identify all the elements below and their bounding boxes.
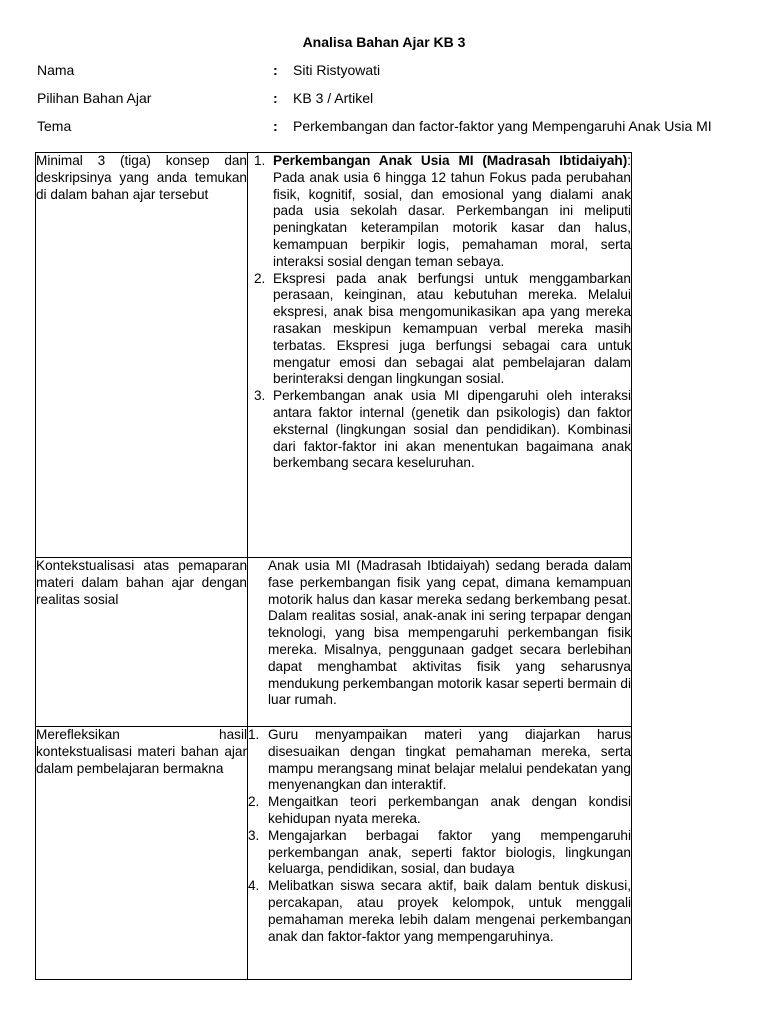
concept-list <box>248 153 631 472</box>
analysis-table <box>35 152 632 980</box>
meta-label: Pilihan Bahan Ajar <box>37 90 152 106</box>
meta-value: Perkembangan dan factor-faktor yang Mempengaruhi Anak Usia MI <box>293 118 712 134</box>
table-row <box>36 558 632 727</box>
list-item-text: Mengaitkan teori perkembangan anak dengan kondisi kehidupan nyata mereka. <box>268 794 631 826</box>
row-label: Merefleksikan hasil kontekstualisasi materi bahan ajar dalam pembelajaran bermakna <box>36 727 247 776</box>
list-number: 3. <box>248 827 260 843</box>
meta-label: Nama <box>37 62 75 78</box>
list-number: 2. <box>248 794 260 810</box>
list-item-text: Guru menyampaikan materi yang diajarkan harus disesuaikan dengan tingkat pemahaman mereka, serta mampu merangsang minat belajar melalui pendekatan yang menyenangkan dan interaktif. <box>268 727 631 793</box>
list-number: 4. <box>248 878 260 894</box>
list-number: 1. <box>248 727 260 742</box>
list-item <box>248 153 631 271</box>
meta-label: Tema <box>37 118 72 134</box>
row-content-cell <box>248 727 632 980</box>
reflection-list <box>248 727 631 945</box>
list-item <box>248 794 631 828</box>
row-label-cell <box>36 558 248 727</box>
list-item-text: Mengajarkan berbagai faktor yang mempengaruhi perkembangan anak, seperti faktor biologis, lingkungan keluarga, pendidikan, sosial, dan budaya <box>268 827 631 877</box>
meta-colon: : <box>273 118 278 134</box>
context-paragraph: Anak usia MI (Madrasah Ibtidaiyah) sedang berada dalam fase perkembangan fisik yang cepat, dimana kemampuan motorik halus dan kasar mereka sedang berkembang pesat. Dalam realitas sosial, anak-anak ini sering terpapar dengan teknologi, yang bisa mempengaruhi perkembangan fisik mereka. Misalnya, penggunaan gadget secara berlebihan dapat menghambat aktivitas fisik yang seharusnya mendukung perkembangan motorik kasar seperti bermain di luar rumah. <box>268 558 631 708</box>
list-item <box>248 828 631 878</box>
meta-colon: : <box>273 62 278 78</box>
meta-value: KB 3 / Artikel <box>293 90 374 106</box>
list-item <box>248 388 631 472</box>
list-item-text: Melibatkan siswa secara aktif, baik dalam bentuk diskusi, percakapan, atau proyek kelompok, untuk menggali pemahaman mereka lebih dalam mengenai perkembangan anak dan faktor-faktor yang mempengaruhinya. <box>268 878 631 944</box>
list-item <box>248 878 631 945</box>
document-title: Analisa Bahan Ajar KB 3 <box>302 34 466 50</box>
list-item-text: : Pada anak usia 6 hingga 12 tahun Fokus pada perubahan fisik, kognitif, sosial, dan emosional yang dialami anak pada usia sekolah dasar. Perkembangan ini meliputi peningkatan keterampilan motorik kasar dan halus, kemampuan berpikir logis, pemahaman moral, serta interaksi sosial dengan teman sebaya. <box>273 153 631 269</box>
row-label: Kontekstualisasi atas pemaparan materi dalam bahan ajar dengan realitas sosial <box>36 558 247 607</box>
table-row <box>36 153 632 558</box>
meta-colon: : <box>273 90 278 106</box>
meta-value: Siti Ristyowati <box>293 62 381 78</box>
row-label-cell <box>36 153 248 558</box>
row-label: Minimal 3 (tiga) konsep dan deskripsinya yang anda temukan di dalam bahan ajar tersebut <box>36 153 247 202</box>
list-item <box>248 271 631 389</box>
row-label-cell <box>36 727 248 980</box>
row-content-cell <box>248 153 632 558</box>
list-number: 2. <box>254 270 266 286</box>
row-content-cell <box>248 558 632 727</box>
table-row <box>36 727 632 980</box>
list-item <box>248 727 631 794</box>
list-item-text: Perkembangan anak usia MI dipengaruhi oleh interaksi antara faktor internal (genetik dan psikologis) dan faktor eksternal (lingkungan sosial dan pendidikan). Kombinasi dari faktor-faktor ini akan menentukan bagaimana anak berkembang secara keseluruhan. <box>273 388 631 471</box>
concept-heading: Perkembangan Anak Usia MI (Madrasah Ibtidaiyah) <box>273 153 628 168</box>
list-item-text: Ekspresi pada anak berfungsi untuk menggambarkan perasaan, keinginan, atau kebutuhan mereka. Melalui ekspresi, anak bisa mengomunikasikan apa yang mereka rasakan meskipun kemampuan verbal mereka masih terbatas. Ekspresi juga berfungsi sebagai cara untuk mengatur emosi dan sebagai alat pembelajaran dalam berinteraksi dengan lingkungan sosial. <box>273 270 631 387</box>
list-number: 1. <box>254 153 266 168</box>
list-number: 3. <box>254 388 266 404</box>
